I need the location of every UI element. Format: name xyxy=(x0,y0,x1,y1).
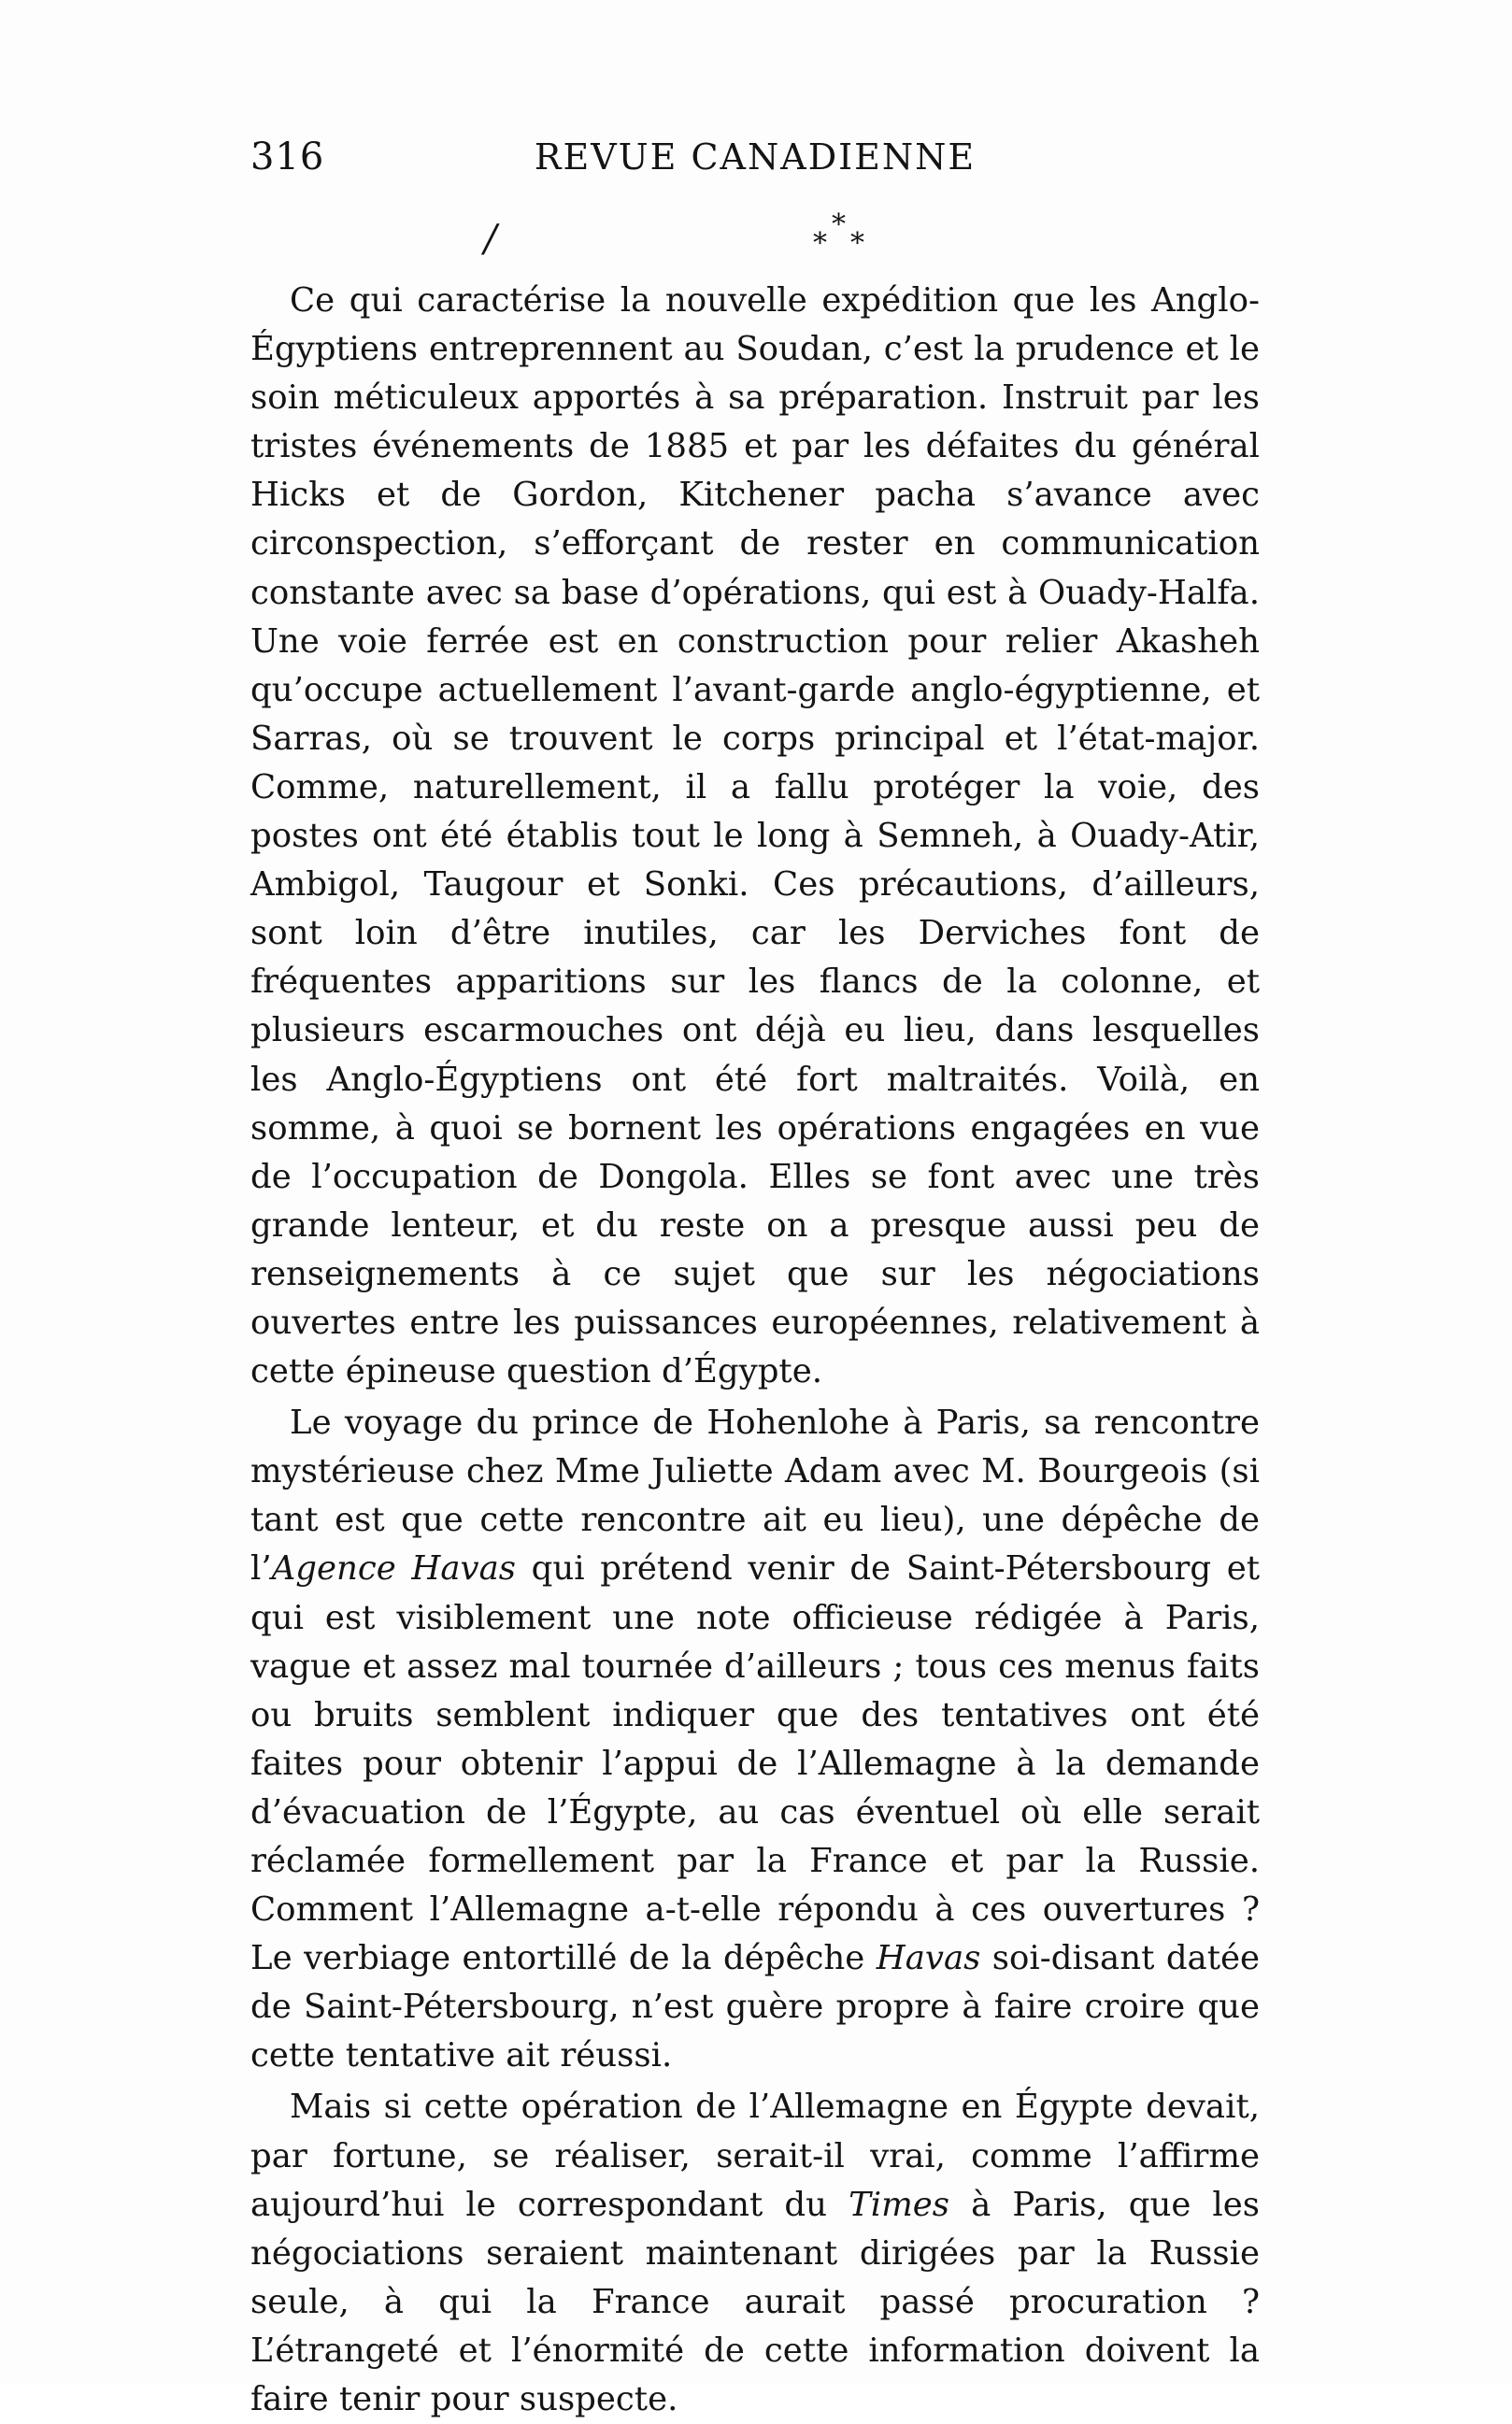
asterism xyxy=(804,208,878,267)
running-head: REVUE CANADIENNE xyxy=(534,136,977,178)
paragraph xyxy=(250,1399,1260,2080)
paragraph xyxy=(250,2083,1260,2424)
italic-title: Havas xyxy=(876,1939,981,1978)
paragraph xyxy=(250,277,1260,1396)
page-header xyxy=(250,129,1260,185)
italic-title: Times xyxy=(849,2185,949,2224)
paragraph-text: qui prétend venir de Saint-Pétersbourg et qui est visiblement une note officieuse rédigée à Paris, vague et assez mal tournée d’ailleurs ; tous ces menus faits ou bruits semblent indiquer que des tentatives ont été faites pour obtenir l’appui de l’Allemagne à la demande d’évacuation de l’Égypte, au cas éventuel où elle serait réclamée formellement par la France et par la Russie. Comment l’Allemagne a-t-elle répondu à ces ouvertures ? Le verbiage entortillé de la dépêche xyxy=(250,1549,1260,1978)
italic-title: Agence Havas xyxy=(271,1549,516,1589)
asterism-star: * xyxy=(832,208,846,241)
article-body xyxy=(250,277,1260,2424)
paragraph-text: Mais si cette opération de l’Allemagne en Égypte devait, par fortune, se réaliser, serait-il vrai, comme l’affirme aujourd’hui le correspondant du xyxy=(250,2088,1260,2224)
paragraph-text: à Paris, que les négociations seraient maintenant dirigées par la Russie seule, à qui la France aurait passé procuration ? L’étrangeté et l’énormité de cette information doivent la faire tenir pour suspecte. xyxy=(250,2185,1261,2419)
paragraph-text: Ce qui caractérise la nouvelle expédition que les Anglo-Égyptiens entreprennent au Soudan, c’est la prudence et le soin méticuleux apportés à sa préparation. Instruit par les tristes événements de 1885 et par les défaites du général Hicks et de Gordon, Kitchener pacha s’avance avec circonspection, s’efforçant de rester en communication constante avec sa base d’opérations, qui est à Ouady-Halfa. Une voie ferrée est en construction pour relier Akasheh qu’occupe actuellement l’avant-garde anglo-égyptienne, et Sarras, où se trouvent le corps principal et l’état-major. Comme, naturellement, il a fallu protéger la voie, des postes ont été établis tout le long à Semneh, à Ouady-Atir, Ambigol, Taugour et Sonki. Ces précautions, d’ailleurs, sont loin d’être inutiles, car les Derviches font de fréquentes apparitions sur les flancs de la colonne, et plusieurs escarmouches ont déjà eu lieu, dans lesquelles les Anglo-Égyptiens ont été fort maltraités. Voilà, en somme, à quoi se bornent les opérations engagées en vue de l’occupation de Dongola. Elles se font avec une très grande lenteur, et du reste on a presque aussi peu de renseignements à ce sujet que sur les négociations ouvertes entre les puissances européennes, relativement à cette épineuse question d’Égypte. xyxy=(250,281,1260,1391)
stray-mark: / xyxy=(484,218,497,261)
asterism-star: * xyxy=(813,227,827,260)
asterism-star: * xyxy=(850,227,864,260)
page-number: 316 xyxy=(250,135,325,178)
paragraph-text: Le voyage du prince de Hohenlohe à Paris, sa rencontre mystérieuse chez Mme Juliette Adam avec M. Bourgeois (si tant est que cette rencontre ait eu lieu), une dépêche de l’ xyxy=(250,1404,1260,1589)
paragraph-text: soi-disant datée de Saint-Pétersbourg, n’est guère propre à faire croire que cette tentative ait réussi. xyxy=(250,1939,1260,2075)
